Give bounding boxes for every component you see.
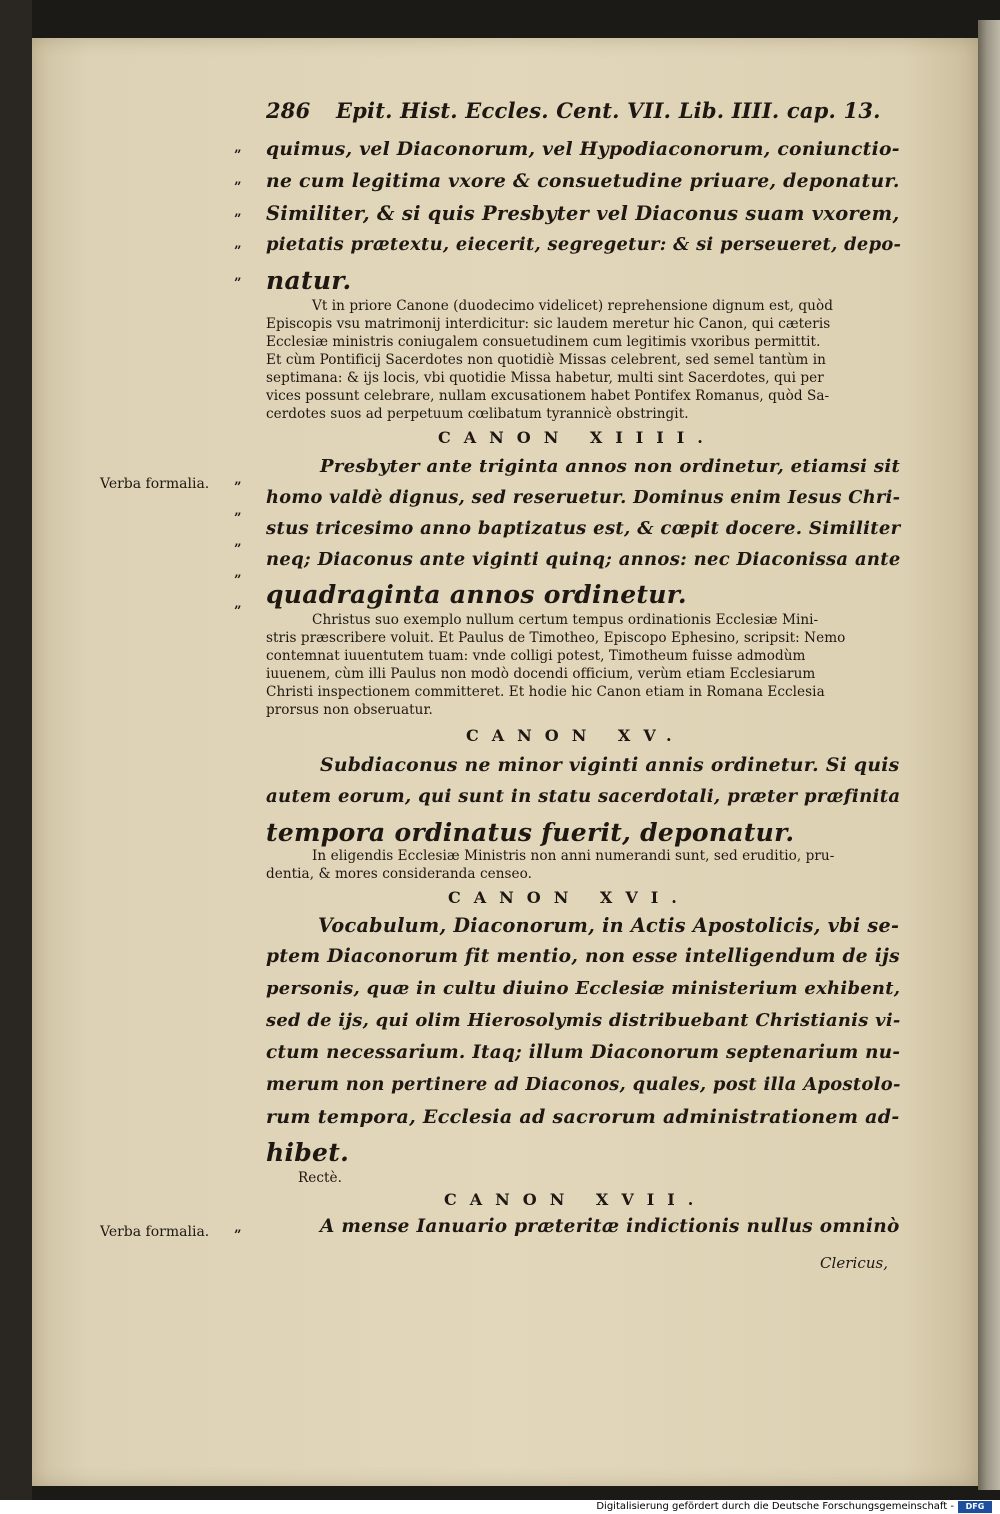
page-number: 286: [266, 98, 311, 123]
commentary-line: vices possunt celebrare, nullam excusationem habet Pontifex Romanus, quòd Sa-: [266, 388, 830, 404]
quote-mark: ”: [234, 244, 242, 259]
commentary-line: Vt in priore Canone (duodecimo videlicet) reprehensione dignum est, quòd: [312, 298, 833, 314]
canon-text-line: quadraginta annos ordinetur.: [266, 580, 687, 609]
quote-mark: ”: [234, 573, 242, 588]
commentary-line: Christi inspectionem committeret. Et hodie hic Canon etiam in Romana Ecclesia: [266, 684, 825, 700]
canon-text-line: Subdiaconus ne minor viginti annis ordinetur. Si quis: [320, 754, 900, 776]
commentary-line: contemnat iuuentutem tuam: vnde colligi potest, Timotheum fuisse admodùm: [266, 648, 806, 664]
canon-text-line: homo valdè dignus, sed reseruetur. Dominus enim Iesus Chri-: [266, 487, 901, 508]
canon-text-line: ne cum legitima vxore & consuetudine priuare, deponatur.: [266, 170, 900, 192]
quote-mark: ”: [234, 276, 242, 291]
catchword: Clericus,: [820, 1254, 889, 1272]
scan-edge-strip: [978, 20, 1000, 1490]
quote-mark: ”: [234, 511, 242, 526]
canon-text-line: A mense Ianuario præteritæ indictionis nullus omninò: [320, 1216, 900, 1237]
canon-text-line: sed de ijs, qui olim Hierosolymis distribuebant Christianis vi-: [266, 1010, 901, 1031]
commentary-line: septimana: & ijs locis, vbi quotidie Missa habetur, multi sint Sacerdotes, qui per: [266, 370, 824, 386]
canon-text-line: neq; Diaconus ante viginti quinq; annos: nec Diaconissa ante: [266, 549, 901, 570]
canon-text-line: pietatis prætextu, eiecerit, segregetur: & si perseueret, depo-: [266, 234, 902, 255]
commentary-line: stris præscribere voluit. Et Paulus de Timotheo, Episcopo Ephesino, scripsit: Nemo: [266, 630, 846, 646]
canon-heading: CANON XVI.: [448, 888, 690, 907]
commentary-line: cerdotes suos ad perpetuum cœlibatum tyrannicè obstringit.: [266, 406, 689, 422]
canon-text-line: hibet.: [266, 1138, 350, 1167]
running-title: Epit. Hist. Eccles. Cent. VII. Lib. IIII. cap. 13.: [335, 98, 881, 123]
commentary-line: prorsus non obseruatur.: [266, 702, 433, 718]
canon-text-line: stus tricesimo anno baptizatus est, & cœpit docere. Similiter: [266, 518, 901, 539]
quote-mark: ”: [234, 480, 242, 495]
commentary-line: dentia, & mores consideranda censeo.: [266, 866, 533, 882]
canon-text-line: Similiter, & si quis Presbyter vel Diaconus suam vxorem,: [266, 202, 900, 225]
commentary-line: Christus suo exemplo nullum certum tempus ordinationis Ecclesiæ Mini-: [312, 612, 819, 628]
canon-text-line: tempora ordinatus fuerit, deponatur.: [266, 818, 795, 847]
canon-text-line: quimus, vel Diaconorum, vel Hypodiaconorum, coniunctio-: [266, 138, 900, 160]
running-header: [266, 98, 881, 123]
quote-mark: ”: [234, 1228, 242, 1243]
canon-heading: CANON XVII.: [444, 1190, 707, 1209]
commentary-line: Ecclesiæ ministris coniugalem consuetudinem cum legitimis vxoribus permittit.: [266, 334, 821, 350]
canon-text-line: personis, quæ in cultu diuino Ecclesiæ ministerium exhibent,: [266, 978, 901, 999]
scan-background: [0, 0, 32, 1500]
dfg-logo: DFG: [958, 1501, 992, 1513]
canon-text-line: autem eorum, qui sunt in statu sacerdotali, præter præfinita: [266, 786, 901, 807]
quote-mark: ”: [234, 180, 242, 195]
canon-heading: CANON XV.: [466, 726, 685, 745]
commentary-line: In eligendis Ecclesiæ Ministris non anni numerandi sunt, sed eruditio, pru-: [312, 848, 835, 864]
quote-mark: ”: [234, 604, 242, 619]
canon-text-line: rum tempora, Ecclesia ad sacrorum administrationem ad-: [266, 1106, 900, 1128]
commentary-line: Et cùm Pontificij Sacerdotes non quotidiè Missas celebrent, sed semel tantùm in: [266, 352, 826, 368]
canon-text-line: ctum necessarium. Itaq; illum Diaconorum septenarium nu-: [266, 1042, 901, 1063]
canon-text-line: merum non pertinere ad Diaconos, quales, post illa Apostolo-: [266, 1074, 901, 1095]
commentary-line: Episcopis vsu matrimonij interdicitur: sic laudem meretur hic Canon, qui cæteris: [266, 316, 831, 332]
margin-note: Verba formalia.: [100, 1224, 210, 1240]
commentary-line: iuuenem, cùm illi Paulus non modò docendi officium, verùm etiam Ecclesiarum: [266, 666, 816, 682]
margin-note: Verba formalia.: [100, 476, 210, 492]
canon-text-line: ptem Diaconorum fit mentio, non esse intelligendum de ijs: [266, 946, 900, 967]
quote-mark: ”: [234, 212, 242, 227]
canon-heading: CANON XIIII.: [438, 428, 716, 447]
canon-text-line: Vocabulum, Diaconorum, in Actis Apostolicis, vbi se-: [318, 914, 900, 937]
canon-text-line: Presbyter ante triginta annos non ordinetur, etiamsi sit: [320, 456, 901, 477]
canon-text-line: natur.: [266, 266, 352, 295]
footer-credit: Digitalisierung gefördert durch die Deutsche Forschungsgemeinschaft -: [596, 1501, 954, 1512]
commentary-line: Rectè.: [298, 1170, 343, 1186]
quote-mark: ”: [234, 148, 242, 163]
digitization-footer: [0, 1500, 1000, 1514]
quote-mark: ”: [234, 542, 242, 557]
